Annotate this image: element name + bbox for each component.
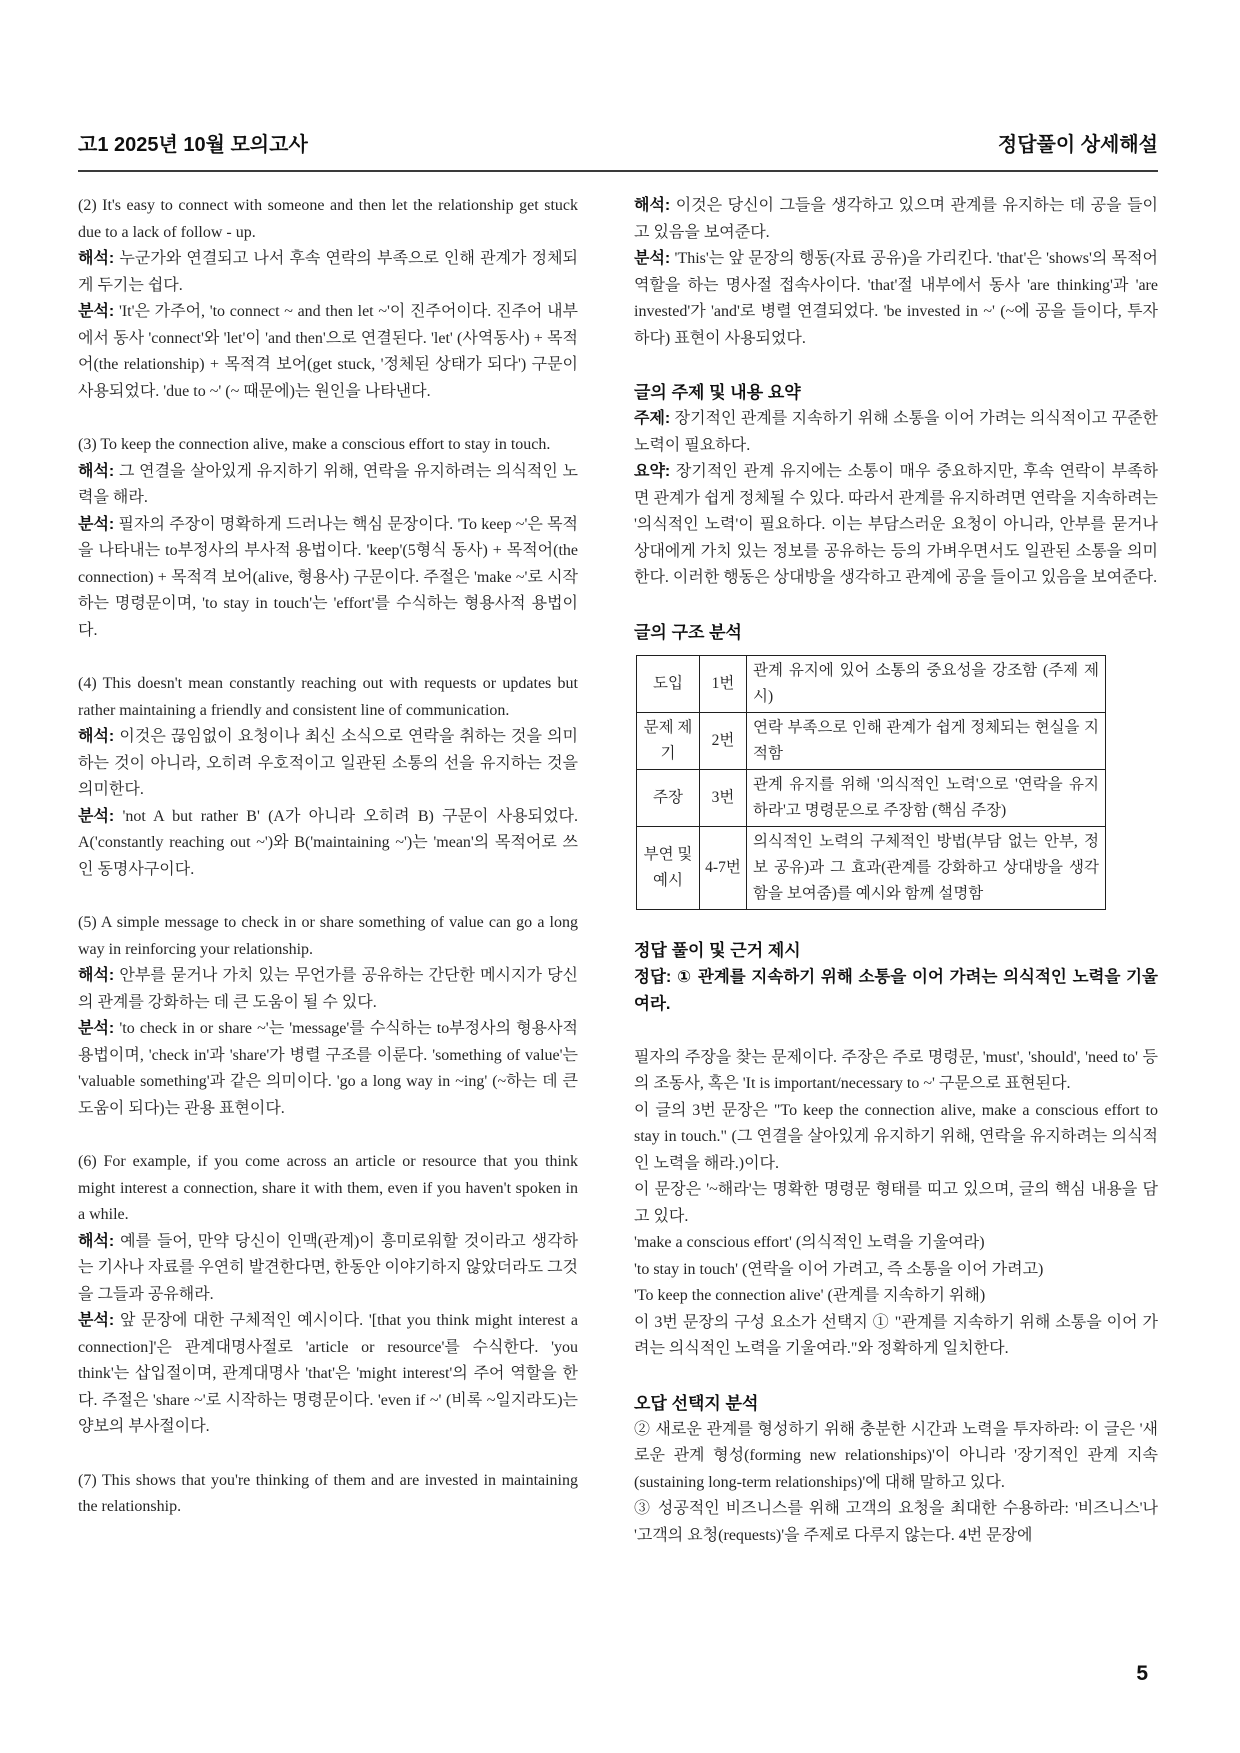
paragraph-label: 해석:: [78, 1232, 115, 1250]
labeled-paragraph: [78, 299, 578, 405]
row-sentence-number: 4-7번: [700, 826, 747, 909]
structure-table-body: [637, 655, 1106, 909]
row-description: 의식적인 노력의 구체적인 방법(부담 없는 안부, 정보 공유)과 그 효과(관계를 강화하고 상대방을 생각함을 보여줌)를 예시와 함께 설명함: [747, 826, 1106, 909]
sentence-english: (4) This doesn't mean constantly reaching out with requests or updates but rather maintaining a friendly and consistent line of communication.: [78, 675, 578, 719]
answer-rationale: [634, 1045, 1158, 1363]
row-role: 문제 제기: [637, 712, 700, 769]
exam-title: 고1 2025년 10월 모의고사: [78, 134, 308, 156]
paragraph-label: 분석:: [78, 1312, 115, 1329]
row-description: 관계 유지에 있어 소통의 중요성을 강조함 (주제 제시): [747, 655, 1106, 712]
paragraph-label: 해석:: [78, 728, 115, 745]
paragraph-text: 장기적인 관계를 지속하기 위해 소통을 이어 가려는 의식적이고 꾸준한 노력이 필요하다.: [634, 410, 1158, 454]
topic-summary-body: [634, 406, 1158, 592]
paragraph: 'to stay in touch' (연락을 이어 가려고, 즉 소통을 이어 가려고): [634, 1260, 1044, 1278]
paragraph-text: 예를 들어, 만약 당신이 인맥(관계)이 흥미로워할 것이라고 생각하는 기사나 자료를 우연히 발견한다면, 한동안 이야기하지 않았더라도 그것을 그들과 공유해라.: [78, 1232, 578, 1303]
paragraph-text: 앞 문장에 대한 구체적인 예시이다. '[that you think might interest a connection]'은 관계대명사절로 'article or resource'를 수식한다. 'you think'는 삽입절이며, 관계대명사 'that'은 'might interest'의 주어 역할을 한다. 주절은 'share ~'로 시작하는 명령문이다. 'even if ~' (비록 ~일지라도)는 양보의 부사절이다.: [78, 1312, 578, 1435]
sentence-section: [78, 1149, 578, 1441]
labeled-paragraph: [78, 804, 578, 884]
row-role: 부연 및 예시: [637, 826, 700, 909]
paragraph-text: 'not A but rather B' (A가 아니라 오히려 B) 구문이 사용되었다. A('constantly reaching out ~')와 B('maintaining ~')는 'mean'의 목적어로 쓰인 동명사구이다.: [78, 807, 578, 878]
paragraph-label: 해석:: [78, 462, 115, 480]
paragraph-text: 'It'은 가주어, 'to connect ~ and then let ~'이 진주어이다. 진주어 내부에서 동사 'connect'와 'let'이 'and then'으로 연결된다. 'let' (사역동사) + 목적어(the relationship) + 목적격 보어(get stuck, '정체된 상태가 되다') 구문이 사용되었다. 'due to ~' (~ 때문에)는 원인을 나타낸다.: [78, 303, 578, 400]
row-description: 관계 유지를 위해 '의식적인 노력'으로 '연락을 유지하라'고 명령문으로 주장함 (핵심 주장): [747, 769, 1106, 826]
structure-table-row: [637, 826, 1106, 909]
paragraph-label: 분석:: [78, 303, 115, 320]
sentence-section: [78, 1468, 578, 1521]
paragraph: 이 글의 3번 문장은 "To keep the connection alive, make a conscious effort to stay in touch." (그 연결을 살아있게 유지하기 위해, 연락을 유지하려는 의식적인 노력을 해라.)이다.: [634, 1101, 1158, 1172]
sentence7-explanation: [634, 193, 1158, 352]
paragraph-text: 필자의 주장이 명확하게 드러나는 핵심 문장이다. 'To keep ~'은 목적을 나타내는 to부정사의 부사적 용법이다. 'keep'(5형식 동사) + 목적어(the connection) + 목적격 보어(alive, 형용사) 구문이다. 주절은 'make ~'로 시작하는 명령문이며, 'to stay in touch'는 'effort'를 수식하는 형용사적 용법이다.: [78, 515, 578, 639]
wrong-options-body: [634, 1417, 1158, 1550]
paragraph: 'make a conscious effort' (의식적인 노력을 기울여라): [634, 1234, 985, 1251]
paragraph-text: 이것은 당신이 그들을 생각하고 있으며 관계를 유지하는 데 공을 들이고 있음을 보여준다.: [634, 197, 1158, 241]
paragraph-label: 해석:: [78, 967, 115, 984]
labeled-paragraph: [78, 1229, 578, 1309]
sentence-section: [78, 432, 578, 644]
paragraph: ③ 성공적인 비즈니스를 위해 고객의 요청을 최대한 수용하라: '비즈니스'나 '고객의 요청(requests)'을 주제로 다루지 않는다. 4번 문장에: [634, 1500, 1158, 1544]
labeled-paragraph: [78, 963, 578, 1016]
wrong-options-heading: 오답 선택지 분석: [634, 1393, 759, 1413]
paragraph-text: 'This'는 앞 문장의 행동(자료 공유)을 가리킨다. 'that'은 'shows'의 목적어 역할을 하는 명사절 접속사이다. 'that'절 내부에서 동사 'are thinking'과 'are invested'가 'and'로 병렬 연결되었다. 'be invested in ~' (~에 공을 들이다, 투자하다) 표현이 사용되었다.: [634, 250, 1158, 347]
row-sentence-number: 1번: [700, 655, 747, 712]
sentence-section: [78, 193, 578, 405]
structure-heading: 글의 구조 분석: [634, 622, 742, 642]
paragraph-label: 해석:: [78, 250, 115, 267]
answer-heading: 정답 풀이 및 근거 제시: [634, 940, 801, 960]
left-column: [78, 193, 578, 1549]
page-content: [78, 128, 1158, 1549]
structure-analysis-table: [636, 655, 1106, 910]
sentence-english: (3) To keep the connection alive, make a conscious effort to stay in touch.: [78, 436, 551, 453]
sentence-english: (6) For example, if you come across an article or resource that you think might interest a connection, share it with them, even if you haven't spoken in a while.: [78, 1153, 578, 1223]
labeled-paragraph: [78, 1016, 578, 1122]
paragraph-text: 'to check in or share ~'는 'message'를 수식하는 to부정사의 형용사적 용법이며, 'check in'과 'share'가 병렬 구조를 이룬다. 'something of value'는 'valuable something'과 같은 의미이다. 'go a long way in ~ing' (~하는 데 큰 도움이 되다)는 관용 표현이다.: [78, 1020, 578, 1117]
answer-statement: 정답: ① 관계를 지속하기 위해 소통을 이어 가려는 의식적인 노력을 기울여라.: [634, 967, 1158, 1013]
sentence-section: [78, 910, 578, 1122]
paragraph: 이 3번 문장의 구성 요소가 선택지 ① "관계를 지속하기 위해 소통을 이어 가려는 의식적인 노력을 기울여라."와 정확하게 일치한다.: [634, 1313, 1158, 1357]
paragraph: ② 새로운 관계를 형성하기 위해 충분한 시간과 노력을 투자하라: 이 글은 '새로운 관계 형성(forming new relationships)'이 아니라 '장기적인 관계 지속(sustaining long-term relationships)'에 대해 말하고 있다.: [634, 1420, 1158, 1491]
labeled-paragraph: [634, 406, 1158, 459]
paragraph: 'To keep the connection alive' (관계를 지속하기 위해): [634, 1287, 986, 1304]
document-header: [78, 128, 1158, 157]
right-column: [634, 193, 1158, 1549]
paragraph-label: 분석:: [78, 515, 115, 533]
paragraph-label: 분석:: [78, 807, 115, 825]
sentence-english: (5) A simple message to check in or share something of value can go a long way in reinforcing your relationship.: [78, 914, 578, 958]
paragraph-text: 안부를 묻거나 가치 있는 무언가를 공유하는 간단한 메시지가 당신의 관계를 강화하는 데 큰 도움이 될 수 있다.: [78, 967, 578, 1011]
row-description: 연락 부족으로 인해 관계가 쉽게 정체되는 현실을 지적함: [747, 712, 1106, 769]
paragraph-text: 그 연결을 살아있게 유지하기 위해, 연락을 유지하려는 의식적인 노력을 해라.: [78, 462, 578, 506]
paragraph-label: 해석:: [634, 197, 671, 214]
labeled-paragraph: [78, 459, 578, 512]
row-sentence-number: 2번: [700, 712, 747, 769]
paragraph-label: 주제:: [634, 410, 671, 427]
document-type-title: 정답풀이 상세해설: [997, 134, 1158, 156]
row-role: 도입: [637, 655, 700, 712]
two-column-body: [78, 193, 1158, 1549]
labeled-paragraph: [634, 459, 1158, 592]
labeled-paragraph: [78, 1308, 578, 1441]
row-role: 주장: [637, 769, 700, 826]
paragraph: 이 문장은 '~해라'는 명확한 명령문 형태를 띠고 있으며, 글의 핵심 내용을 담고 있다.: [634, 1181, 1158, 1225]
labeled-paragraph: [78, 724, 578, 804]
row-sentence-number: 3번: [700, 769, 747, 826]
page-number: 5: [1136, 1662, 1148, 1685]
paragraph-text: 장기적인 관계 유지에는 소통이 매우 중요하지만, 후속 연락이 부족하면 관계가 쉽게 정체될 수 있다. 따라서 관계를 유지하려면 연락을 지속하려는 '의식적인 노력'이 필요하다. 이는 부담스러운 요청이 아니라, 안부를 묻거나 상대에게 가치 있는 정보를 공유하는 등의 가벼우면서도 일관된 소통을 의미한다. 이러한 행동은 상대방을 생각하고 관계에 공을 들이고 있음을 보여준다.: [634, 463, 1158, 586]
labeled-paragraph: [634, 246, 1158, 352]
paragraph-label: 요약:: [634, 463, 671, 480]
paragraph-text: 누군가와 연결되고 나서 후속 연락의 부족으로 인해 관계가 정체되게 두기는 쉽다.: [78, 250, 578, 294]
labeled-paragraph: [78, 246, 578, 299]
paragraph-label: 분석:: [634, 250, 671, 267]
labeled-paragraph: [634, 193, 1158, 246]
paragraph: 필자의 주장을 찾는 문제이다. 주장은 주로 명령문, 'must', 'should', 'need to' 등의 조동사, 혹은 'It is important/necessary to ~' 구문으로 표현된다.: [634, 1048, 1158, 1092]
sentence-section: [78, 671, 578, 883]
structure-table-row: [637, 655, 1106, 712]
paragraph-text: 이것은 끊임없이 요청이나 최신 소식으로 연락을 취하는 것을 의미하는 것이 아니라, 오히려 우호적이고 일관된 소통의 선을 유지하는 것을 의미한다.: [78, 728, 578, 798]
header-rule: [78, 170, 1158, 172]
paragraph-label: 분석:: [78, 1020, 115, 1037]
structure-table-row: [637, 769, 1106, 826]
labeled-paragraph: [78, 512, 578, 645]
topic-summary-heading: 글의 주제 및 내용 요약: [634, 383, 801, 402]
structure-table-row: [637, 712, 1106, 769]
sentence-english: (2) It's easy to connect with someone and then let the relationship get stuck due to a lack of follow - up.: [78, 197, 578, 241]
sentence-english: (7) This shows that you're thinking of them and are invested in maintaining the relationship.: [78, 1471, 578, 1515]
